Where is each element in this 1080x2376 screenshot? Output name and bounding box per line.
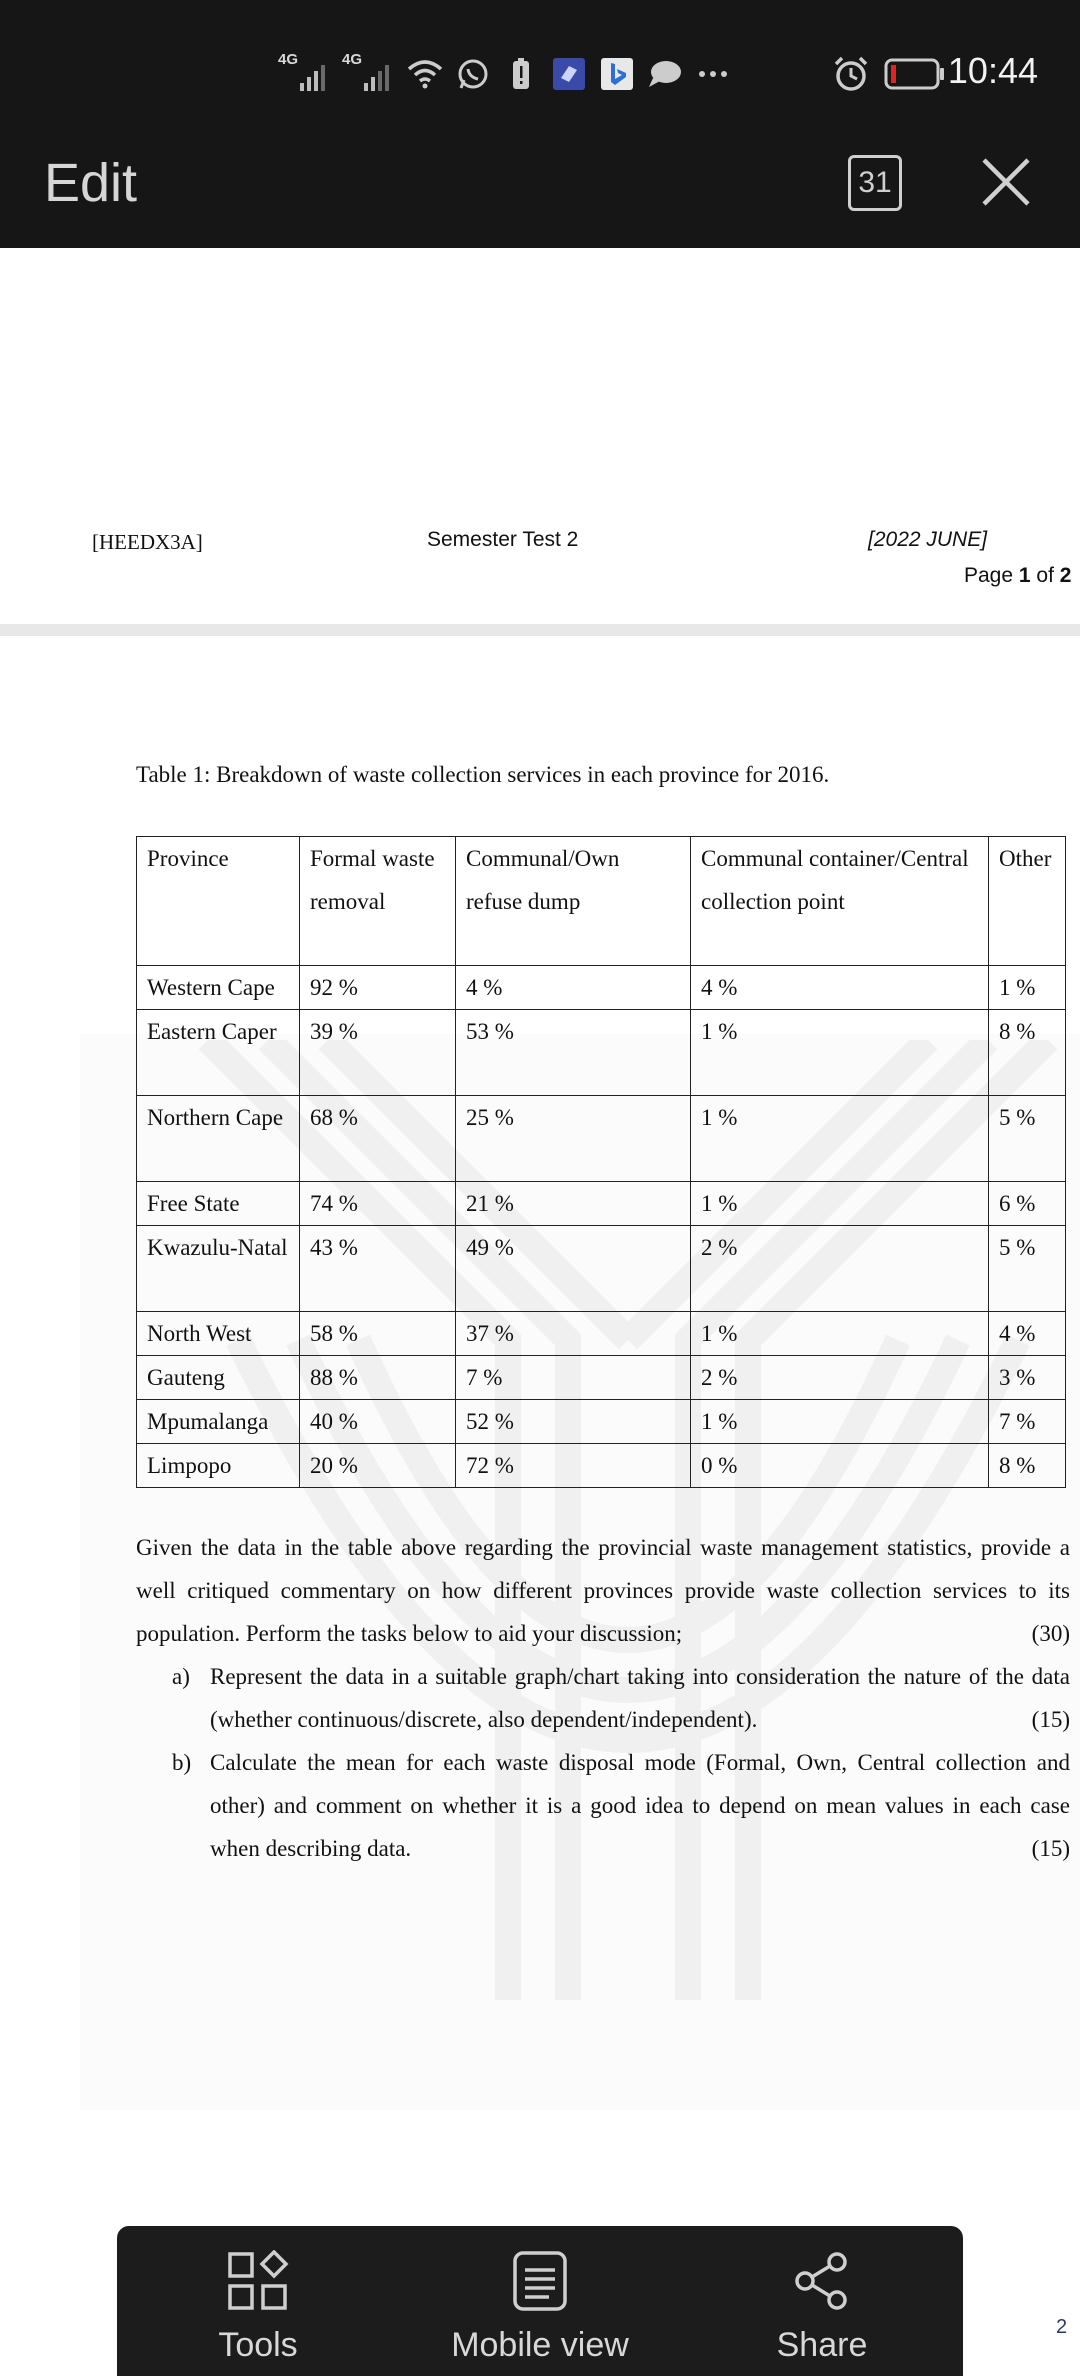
table-cell: 53 % xyxy=(456,1010,691,1096)
table-cell: 1 % xyxy=(989,966,1066,1010)
table-cell: Mpumalanga xyxy=(137,1400,300,1444)
network-type-label: 4G xyxy=(278,51,299,68)
cellular-signal-icon xyxy=(342,51,396,91)
battery-alert-icon xyxy=(502,55,540,93)
table-cell: 1 % xyxy=(691,1010,989,1096)
header-communal-own: Communal/Own refuse dump xyxy=(456,837,691,966)
table-cell: 1 % xyxy=(691,1400,989,1444)
share-button[interactable] xyxy=(681,2226,963,2376)
page-prefix: Page xyxy=(964,564,1019,587)
table-cell: 3 % xyxy=(989,1356,1066,1400)
table-cell: 4 % xyxy=(456,966,691,1010)
share-label: Share xyxy=(776,2326,868,2364)
table-row xyxy=(137,966,1066,1010)
bottom-toolbar xyxy=(117,2226,963,2376)
top-bar xyxy=(0,150,1080,248)
table-cell: 1 % xyxy=(691,1312,989,1356)
table-cell: Gauteng xyxy=(137,1356,300,1400)
mobile-view-icon xyxy=(509,2250,571,2312)
table-cell: 1 % xyxy=(691,1096,989,1182)
table-cell: 39 % xyxy=(300,1010,456,1096)
table-cell: 4 % xyxy=(989,1312,1066,1356)
tools-label: Tools xyxy=(218,2326,298,2364)
table-cell: 5 % xyxy=(989,1096,1066,1182)
table-cell: 0 % xyxy=(691,1444,989,1488)
close-icon[interactable] xyxy=(978,154,1034,210)
task-body xyxy=(210,1741,1070,1870)
table-cell: 7 % xyxy=(989,1400,1066,1444)
mobile-view-button[interactable] xyxy=(399,2226,681,2376)
status-icons xyxy=(278,52,732,96)
table-row xyxy=(137,1096,1066,1182)
table-header-row xyxy=(137,837,1066,966)
header-other: Other xyxy=(989,837,1066,966)
table-cell: 6 % xyxy=(989,1182,1066,1226)
task-marks: (15) xyxy=(1031,1707,1070,1732)
table-cell: 92 % xyxy=(300,966,456,1010)
task-letter: a) xyxy=(172,1664,190,1689)
table-row xyxy=(137,1226,1066,1312)
table-row xyxy=(137,1400,1066,1444)
course-code: [HEEDX3A] xyxy=(92,530,203,554)
table-cell: North West xyxy=(137,1312,300,1356)
table-cell: Limpopo xyxy=(137,1444,300,1488)
whatsapp-icon xyxy=(454,55,492,93)
page-total: 2 xyxy=(1059,564,1072,587)
battery-icon xyxy=(884,57,946,96)
page-indicator: 2 xyxy=(1056,2316,1068,2338)
page-of: of xyxy=(1030,564,1060,587)
table-cell: 25 % xyxy=(456,1096,691,1182)
status-bar xyxy=(0,0,1080,150)
task-item xyxy=(172,1741,1070,1870)
waste-collection-table xyxy=(136,836,1066,1488)
share-icon xyxy=(791,2250,853,2312)
document-title: Semester Test 2 xyxy=(427,528,579,551)
table-cell: Free State xyxy=(137,1182,300,1226)
table-cell: Eastern Caper xyxy=(137,1010,300,1096)
page-separator xyxy=(0,624,1080,636)
table-row xyxy=(137,1182,1066,1226)
table-cell: 4 % xyxy=(691,966,989,1010)
edit-button[interactable]: Edit xyxy=(44,153,138,213)
message-icon xyxy=(646,55,684,93)
calendar-icon[interactable]: 31 xyxy=(848,155,902,211)
table-row xyxy=(137,1356,1066,1400)
question-marks: (30) xyxy=(1031,1621,1070,1646)
table-cell: 1 % xyxy=(691,1182,989,1226)
table-cell: Western Cape xyxy=(137,966,300,1010)
task-body xyxy=(210,1655,1070,1741)
table-cell: 5 % xyxy=(989,1226,1066,1312)
table-cell: 7 % xyxy=(456,1356,691,1400)
mobile-view-label: Mobile view xyxy=(451,2326,629,2364)
table-cell: 52 % xyxy=(456,1400,691,1444)
bing-icon xyxy=(598,55,636,93)
table-cell: 2 % xyxy=(691,1356,989,1400)
page-counter xyxy=(964,564,1071,588)
table-cell: Northern Cape xyxy=(137,1096,300,1182)
table-row xyxy=(137,1312,1066,1356)
table-cell: 8 % xyxy=(989,1010,1066,1096)
document-page-1 xyxy=(0,248,1080,624)
table-cell: 43 % xyxy=(300,1226,456,1312)
task-list xyxy=(172,1655,1070,1870)
app-notification-icon xyxy=(550,55,588,93)
page-current: 1 xyxy=(1018,564,1031,587)
table-cell: 40 % xyxy=(300,1400,456,1444)
table-row xyxy=(137,1444,1066,1488)
document-date: [2022 JUNE] xyxy=(868,528,988,551)
table-cell: 2 % xyxy=(691,1226,989,1312)
task-item xyxy=(172,1655,1070,1741)
status-right-group xyxy=(832,55,946,98)
alarm-icon xyxy=(832,55,870,98)
table-cell: 20 % xyxy=(300,1444,456,1488)
table-caption: Table 1: Breakdown of waste collection services in each province for 2016. xyxy=(136,762,830,787)
tools-button[interactable] xyxy=(117,2226,399,2376)
task-text: Calculate the mean for each waste disposal mode (Formal, Own, Central collection and other) and comment on whether it is a good idea to depend on mean values in each case when describing data. xyxy=(210,1750,1070,1861)
wifi-icon xyxy=(406,55,444,93)
table-cell: 72 % xyxy=(456,1444,691,1488)
table-cell: Kwazulu-Natal xyxy=(137,1226,300,1312)
task-marks: (15) xyxy=(1031,1836,1070,1861)
table-cell: 74 % xyxy=(300,1182,456,1226)
task-letter: b) xyxy=(172,1750,192,1775)
table-cell: 88 % xyxy=(300,1356,456,1400)
network-type-label: 4G xyxy=(342,51,363,68)
cellular-signal-icon xyxy=(278,51,332,91)
table-cell: 68 % xyxy=(300,1096,456,1182)
table-row xyxy=(137,1010,1066,1096)
table-cell: 8 % xyxy=(989,1444,1066,1488)
question-text: Given the data in the table above regarding the provincial waste management statistics, provide a well critiqued commentary on how different provinces provide waste collection services to its population. Perform the tasks below to aid your discussion; xyxy=(136,1535,1070,1646)
table-cell: 21 % xyxy=(456,1182,691,1226)
table-cell: 37 % xyxy=(456,1312,691,1356)
header-province: Province xyxy=(137,837,300,966)
task-text: Represent the data in a suitable graph/chart taking into consideration the nature of the data (whether continuous/discrete, also dependent/independent). xyxy=(210,1664,1070,1732)
clock: 10:44 xyxy=(947,50,1038,91)
table-cell: 49 % xyxy=(456,1226,691,1312)
more-notifications-icon xyxy=(694,55,732,93)
header-communal-container: Communal container/Central collection point xyxy=(691,837,989,966)
header-formal: Formal waste removal xyxy=(300,837,456,966)
question-paragraph xyxy=(136,1526,1070,1655)
table-cell: 58 % xyxy=(300,1312,456,1356)
tools-icon xyxy=(227,2250,289,2312)
